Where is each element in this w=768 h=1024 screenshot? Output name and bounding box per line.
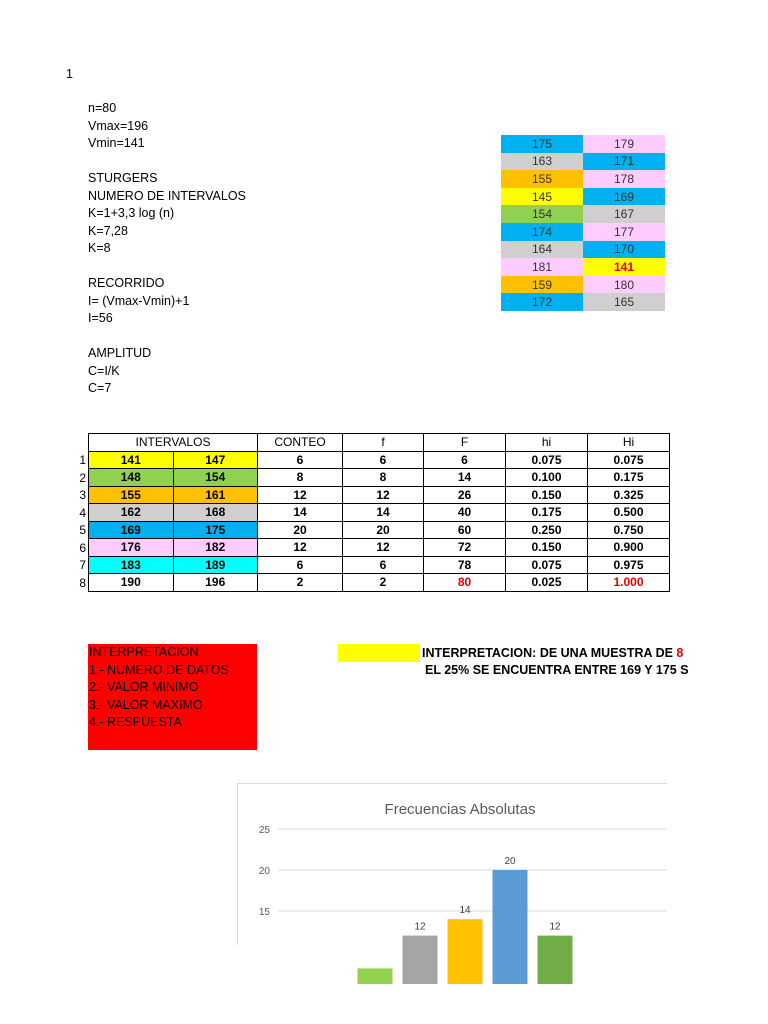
interval-end: 196 (173, 574, 258, 592)
f-cell: 12 (343, 486, 424, 504)
row-number: 7 (79, 558, 86, 572)
interval-end: 147 (173, 451, 258, 469)
interval-start: 148 (89, 469, 174, 487)
header-hi: hi (506, 434, 588, 452)
F-cell: 78 (424, 556, 506, 574)
conteo-cell: 12 (258, 539, 343, 557)
table-row (89, 469, 670, 487)
value-cell: 164 (501, 241, 583, 259)
notes-block-n (88, 100, 148, 153)
row-number: 1 (79, 453, 86, 467)
value-cell: 165 (583, 293, 665, 311)
F-cell: 14 (424, 469, 506, 487)
interval-start: 183 (89, 556, 174, 574)
yellow-highlight-cell (338, 644, 420, 662)
f-cell: 8 (343, 469, 424, 487)
note-line: n=80 (88, 101, 117, 115)
header-Hi: Hi (588, 434, 670, 452)
value-grid-row (501, 153, 665, 171)
value-cell: 155 (501, 170, 583, 188)
f-cell: 20 (343, 521, 424, 539)
chart-bar (358, 968, 393, 984)
interval-start: 141 (89, 451, 174, 469)
note-line: I=56 (88, 311, 113, 325)
header-intervalos: INTERVALOS (89, 434, 258, 452)
F-cell: 80 (424, 574, 506, 592)
frequency-chart (237, 783, 667, 945)
F-cell: 40 (424, 504, 506, 522)
hi-cell: 0.100 (506, 469, 588, 487)
Hi-cell: 0.075 (588, 451, 670, 469)
chart-bar (538, 936, 573, 984)
value-cell: 163 (501, 153, 583, 171)
header-f: f (343, 434, 424, 452)
note-line: STURGERS (88, 171, 158, 185)
value-grid (501, 135, 665, 311)
value-cell: 154 (501, 205, 583, 223)
value-grid-row (501, 276, 665, 294)
interval-end: 182 (173, 539, 258, 557)
value-grid-row (501, 293, 665, 311)
bar-data-label: 12 (414, 921, 426, 933)
value-cell: 181 (501, 258, 583, 276)
value-cell: 179 (583, 135, 665, 153)
value-grid-row (501, 135, 665, 153)
note-line: Vmax=196 (88, 118, 149, 133)
conteo-cell: 6 (258, 451, 343, 469)
bar-data-label: 20 (504, 856, 516, 867)
y-tick-label: 20 (258, 866, 270, 877)
note-line: K=7,28 (88, 223, 128, 238)
hi-cell: 0.175 (506, 504, 588, 522)
value-cell: 141 (583, 258, 665, 276)
chart-bar (403, 936, 438, 984)
value-grid-row (501, 241, 665, 259)
interpretation-line-2: EL 25% SE ENCUENTRA ENTRE 169 Y 175 S (425, 663, 689, 677)
f-cell: 2 (343, 574, 424, 592)
chart-svg (238, 784, 667, 945)
value-cell: 145 (501, 188, 583, 206)
interpretation-line-1 (422, 646, 684, 660)
interval-start: 176 (89, 539, 174, 557)
value-cell: 170 (583, 241, 665, 259)
note-line: I= (Vmax-Vmin)+1 (88, 293, 190, 308)
row-number: 4 (79, 505, 86, 520)
chart-bar (448, 919, 483, 984)
value-cell: 167 (583, 205, 665, 223)
table-row (89, 574, 670, 592)
interp-line1-red: 8 (676, 646, 684, 660)
F-cell: 26 (424, 486, 506, 504)
bar-data-label: 12 (549, 921, 561, 933)
F-cell: 6 (424, 451, 506, 469)
conteo-cell: 2 (258, 574, 343, 592)
f-cell: 6 (343, 451, 424, 469)
table-row (89, 486, 670, 504)
conteo-cell: 20 (258, 521, 343, 539)
interp-box-line: 3.- VALOR MAXIMO (89, 697, 203, 712)
row-number: 6 (79, 540, 86, 555)
header-F: F (424, 434, 506, 452)
Hi-cell: 1.000 (588, 574, 670, 592)
conteo-cell: 8 (258, 469, 343, 487)
interval-end: 175 (173, 521, 258, 539)
value-cell: 177 (583, 223, 665, 241)
note-line: AMPLITUD (88, 346, 152, 360)
interval-end: 189 (173, 556, 258, 574)
interp-box-line: 4.- RESPUESTA (89, 715, 182, 729)
value-cell: 178 (583, 170, 665, 188)
hi-cell: 0.075 (506, 556, 588, 574)
table-row (89, 504, 670, 522)
frequency-table (88, 433, 670, 592)
Hi-cell: 0.500 (588, 504, 670, 522)
value-grid-row (501, 205, 665, 223)
table-row (89, 451, 670, 469)
Hi-cell: 0.975 (588, 556, 670, 574)
hi-cell: 0.150 (506, 486, 588, 504)
F-cell: 72 (424, 539, 506, 557)
value-cell: 175 (501, 135, 583, 153)
Hi-cell: 0.900 (588, 539, 670, 557)
hi-cell: 0.025 (506, 574, 588, 592)
conteo-cell: 14 (258, 504, 343, 522)
header-conteo: CONTEO (258, 434, 343, 452)
interval-end: 168 (173, 504, 258, 522)
f-cell: 12 (343, 539, 424, 557)
chart-bar (493, 870, 528, 984)
notes-block-amplitud (88, 345, 151, 398)
chart-title: Frecuencias Absolutas (384, 801, 536, 818)
note-line: C=7 (88, 381, 112, 395)
value-cell: 180 (583, 276, 665, 294)
interval-end: 154 (173, 469, 258, 487)
note-line: NUMERO DE INTERVALOS (88, 188, 246, 203)
value-cell: 172 (501, 293, 583, 311)
row-number: 8 (79, 575, 86, 590)
Hi-cell: 0.175 (588, 469, 670, 487)
note-line: Vmin=141 (88, 136, 145, 150)
conteo-cell: 12 (258, 486, 343, 504)
row-number: 5 (79, 523, 86, 537)
table-header-row (89, 434, 670, 452)
y-tick-label: 25 (258, 825, 270, 836)
table-row (89, 539, 670, 557)
interp-box-line: 1.- NUMERO DE DATOS (89, 662, 229, 677)
conteo-cell: 6 (258, 556, 343, 574)
f-cell: 6 (343, 556, 424, 574)
Hi-cell: 0.750 (588, 521, 670, 539)
notes-block-sturgers (88, 170, 246, 258)
row-number: 2 (79, 470, 86, 485)
interval-start: 169 (89, 521, 174, 539)
value-cell: 174 (501, 223, 583, 241)
note-line: K=1+3,3 log (n) (88, 206, 175, 220)
f-cell: 14 (343, 504, 424, 522)
table-row (89, 521, 670, 539)
interp-box-line: INTERPRETACION (89, 645, 199, 659)
value-cell: 171 (583, 153, 665, 171)
hi-cell: 0.250 (506, 521, 588, 539)
bar-data-label: 14 (459, 905, 471, 917)
value-grid-row (501, 170, 665, 188)
interp-box-line: 2.- VALOR MINIMO (89, 680, 199, 694)
y-tick-label: 15 (258, 907, 270, 918)
value-cell: 169 (583, 188, 665, 206)
value-cell: 159 (501, 276, 583, 294)
hi-cell: 0.150 (506, 539, 588, 557)
page-number: 1 (66, 67, 73, 81)
F-cell: 60 (424, 521, 506, 539)
interval-end: 161 (173, 486, 258, 504)
interval-start: 155 (89, 486, 174, 504)
interval-start: 162 (89, 504, 174, 522)
row-number: 3 (79, 488, 86, 502)
hi-cell: 0.075 (506, 451, 588, 469)
note-line: C=I/K (88, 363, 120, 378)
value-grid-row (501, 223, 665, 241)
value-grid-row (501, 258, 665, 276)
interp-line1-text: INTERPRETACION: DE UNA MUESTRA DE (422, 646, 677, 660)
interpretation-box (88, 644, 257, 750)
notes-block-recorrido (88, 275, 189, 328)
Hi-cell: 0.325 (588, 486, 670, 504)
value-grid-row (501, 188, 665, 206)
note-line: RECORRIDO (88, 276, 165, 290)
table-row (89, 556, 670, 574)
interval-start: 190 (89, 574, 174, 592)
note-line: K=8 (88, 241, 111, 255)
